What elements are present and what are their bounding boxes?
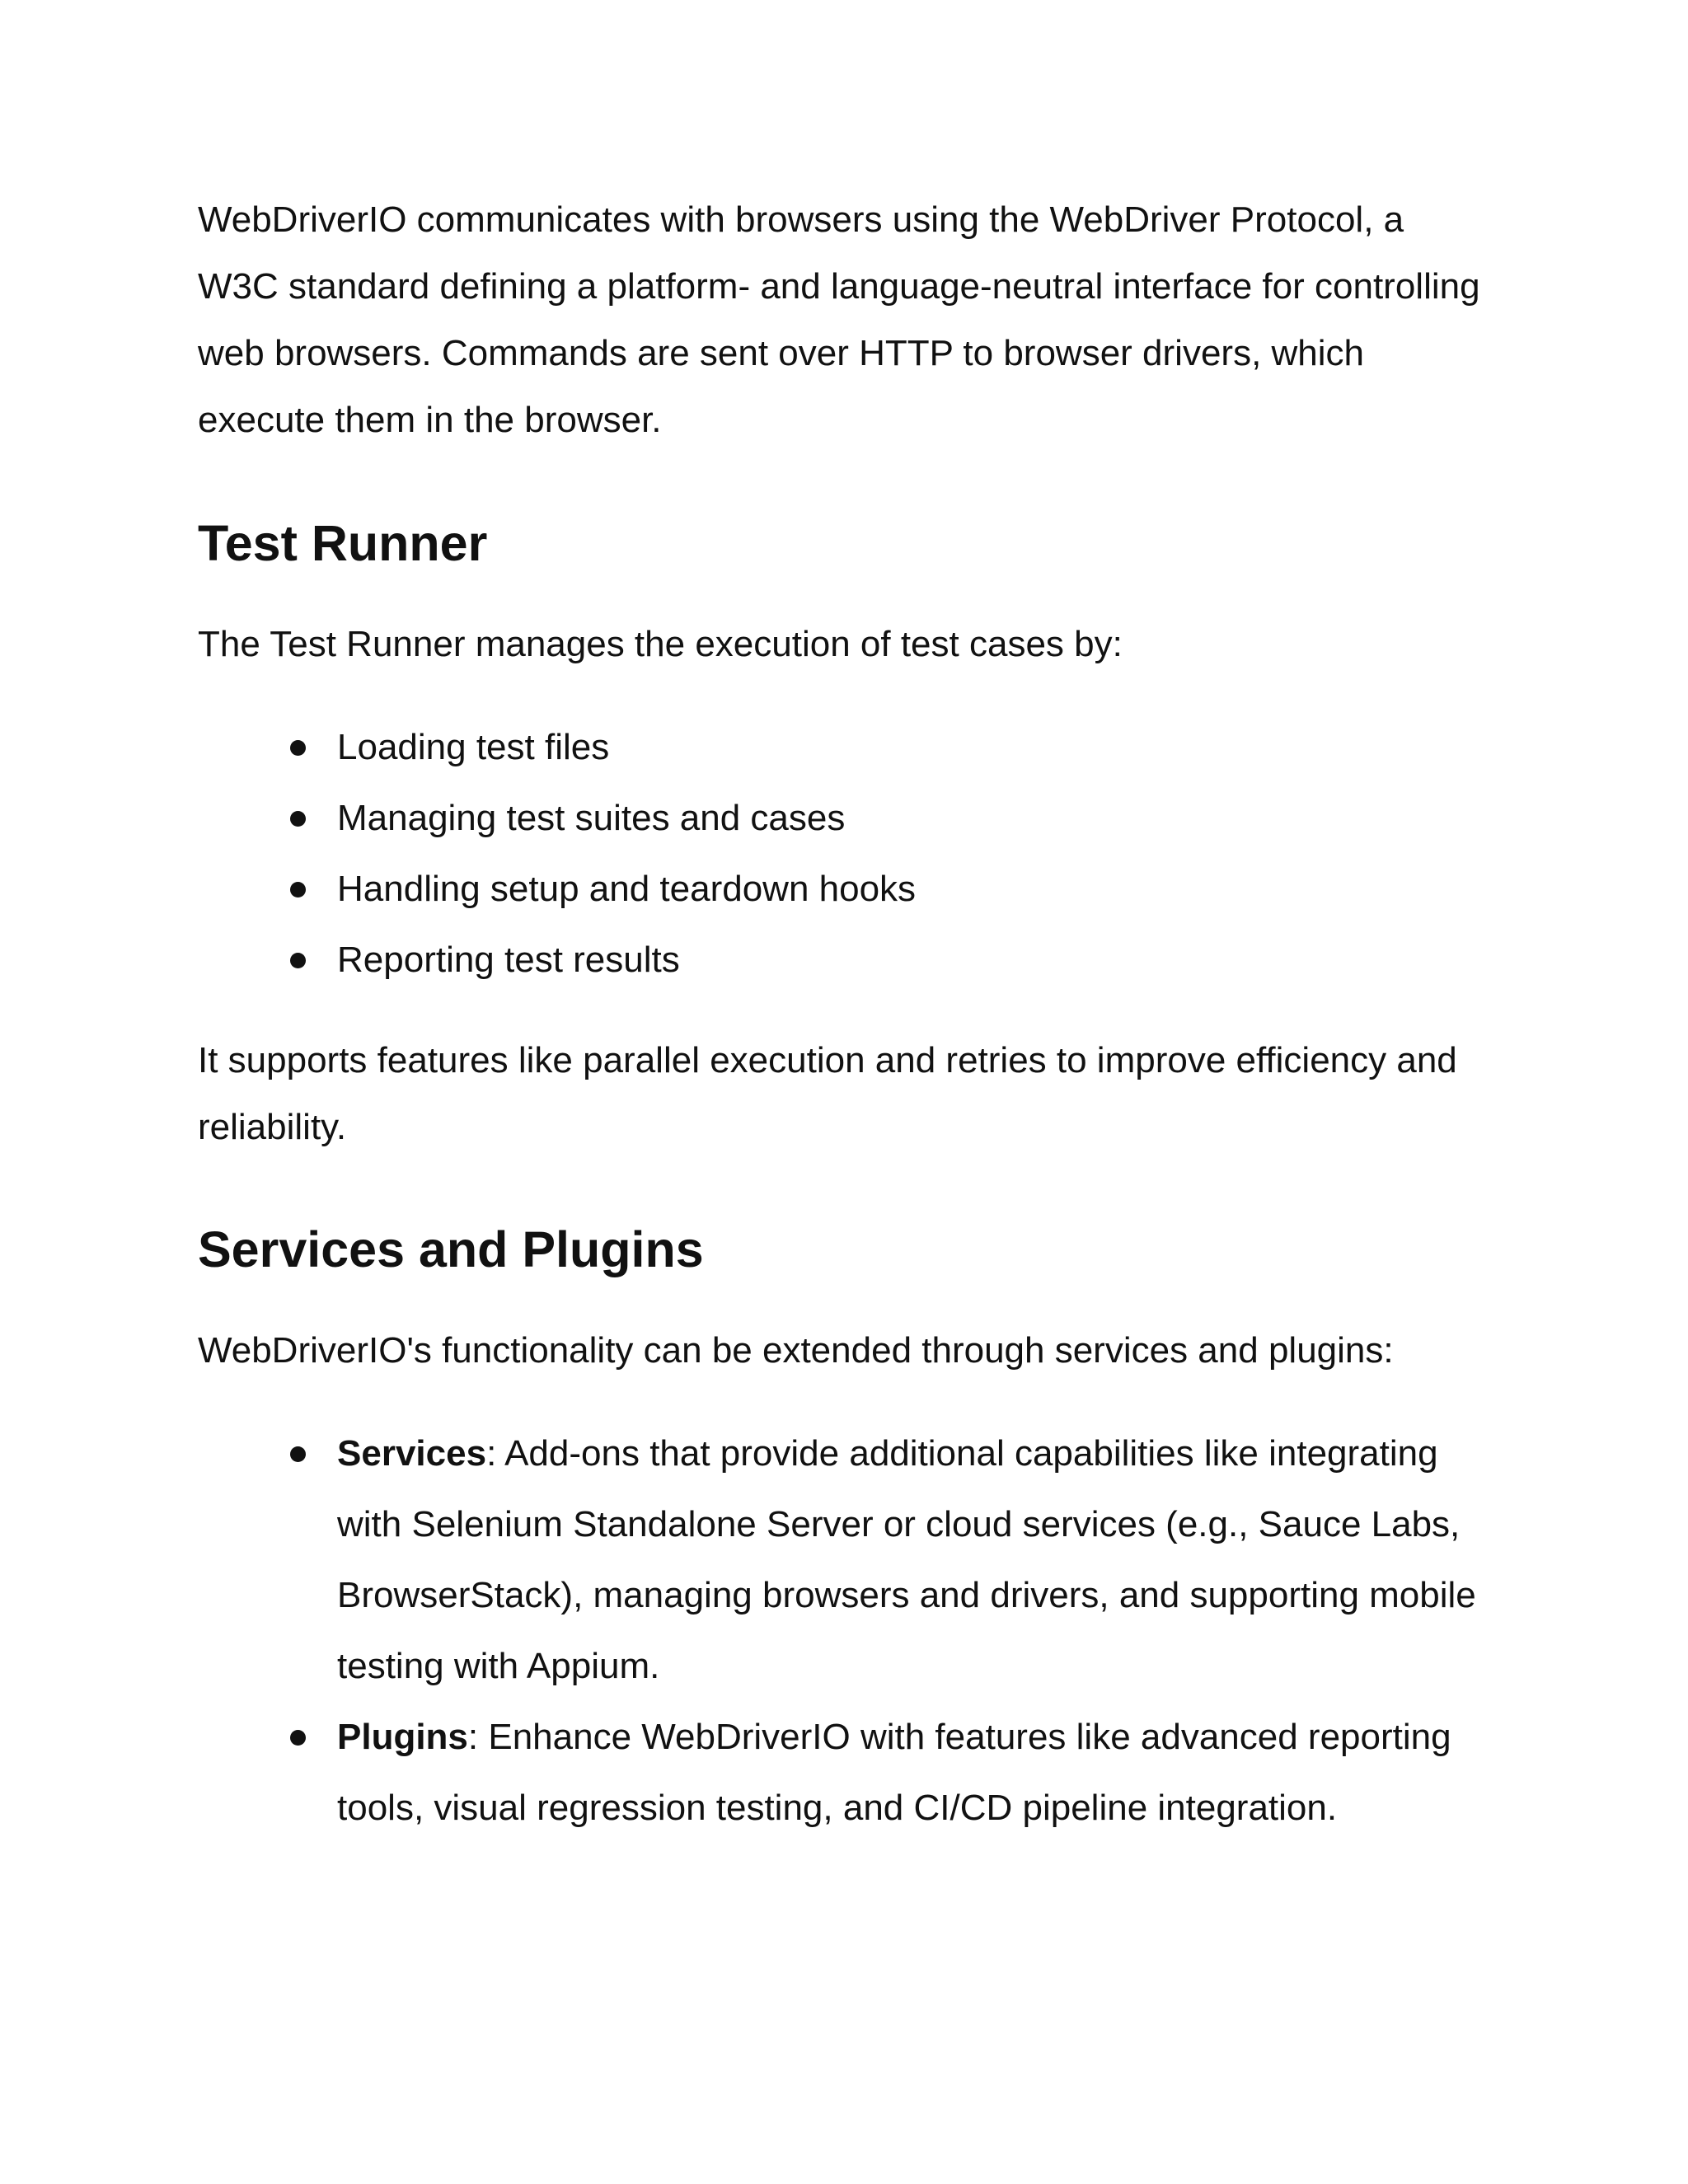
list-item-text: : Enhance WebDriverIO with features like advanced reporting tools, visual regression testing, and CI/CD pipeline integration. bbox=[337, 1717, 1451, 1828]
list-item-text: Loading test files bbox=[337, 727, 610, 767]
list-item-text: Reporting test results bbox=[337, 940, 680, 980]
list-item-term: Services bbox=[337, 1433, 487, 1474]
list-item bbox=[198, 1702, 1484, 1844]
services-plugins-list bbox=[198, 1418, 1484, 1844]
list-item bbox=[198, 854, 1484, 925]
bullet-icon bbox=[290, 811, 306, 827]
bullet-icon bbox=[290, 882, 306, 898]
list-item bbox=[198, 783, 1484, 854]
test-runner-lead: The Test Runner manages the execution of test cases by: bbox=[198, 624, 1123, 664]
bullet-icon bbox=[290, 1730, 306, 1746]
list-item-text: Handling setup and teardown hooks bbox=[337, 869, 917, 909]
list-item-text: : Add-ons that provide additional capabilities like integrating with Selenium Standalone Server or cloud services (e.g., Sauce Labs, BrowserStack), managing browsers and drivers, and supporting mobile testing with Appium. bbox=[337, 1433, 1476, 1686]
test-runner-outro: It supports features like parallel execution and retries to improve efficiency and reliability. bbox=[198, 1040, 1457, 1147]
bullet-icon bbox=[290, 953, 306, 968]
heading-services-and-plugins: Services and Plugins bbox=[198, 1221, 704, 1277]
list-item bbox=[198, 1418, 1484, 1702]
test-runner-list bbox=[198, 712, 1484, 996]
document-page bbox=[198, 186, 1484, 1844]
bullet-icon bbox=[290, 1446, 306, 1462]
list-item bbox=[198, 712, 1484, 783]
list-item-term: Plugins bbox=[337, 1717, 468, 1757]
services-plugins-lead: WebDriverIO's functionality can be extended through services and plugins: bbox=[198, 1330, 1394, 1371]
heading-test-runner: Test Runner bbox=[198, 515, 488, 571]
list-item-text: Managing test suites and cases bbox=[337, 798, 846, 838]
intro-paragraph: WebDriverIO communicates with browsers using the WebDriver Protocol, a W3C standard defining a platform- and language-neutral interface for controlling web browsers. Commands are sent over HTTP to browser drivers, which execute them in the browser. bbox=[198, 199, 1480, 440]
bullet-icon bbox=[290, 740, 306, 756]
list-item bbox=[198, 925, 1484, 996]
